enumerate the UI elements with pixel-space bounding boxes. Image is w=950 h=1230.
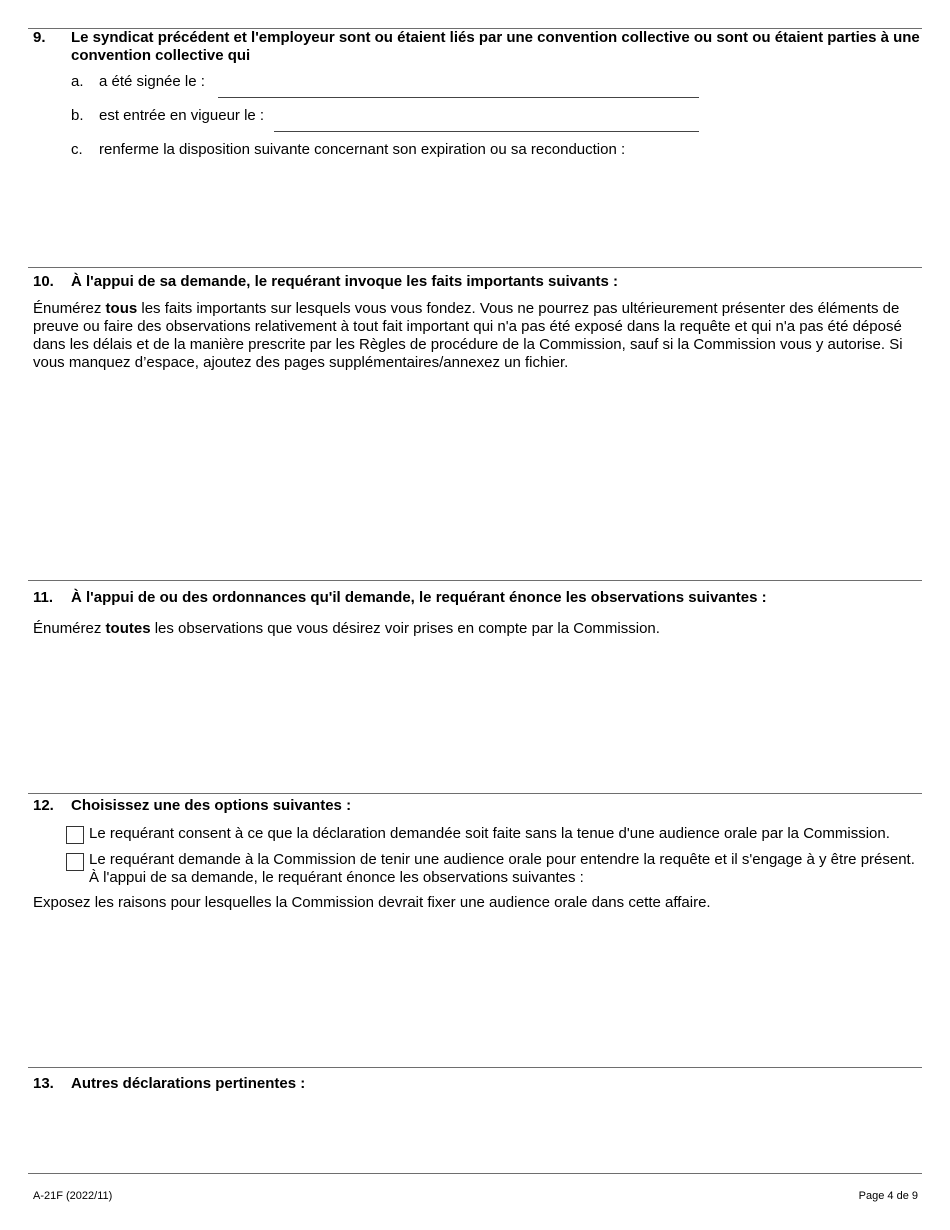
- section-12-number: 12.: [33, 797, 54, 814]
- section-10-number: 10.: [33, 273, 54, 290]
- section-10-instruction: Énumérez tous les faits importants sur lesquels vous vous fondez. Vous ne pourrez pas ultérieurement présenter des éléments de preuve ou faire des observations relativement à tout fait important qui n'a pas été exposé dans la requête et qui n'a pas été déposé dans les délais et de la manière prescrite par les Règles de procédure de la Commission, sauf si la Commission vous y autorise. Si vous manquez d’espace, ajoutez des pages supplémentaires/annexez un fichier.: [33, 300, 903, 371]
- emphasis-tous: tous: [105, 300, 138, 317]
- section-12-heading: Choisissez une des options suivantes :: [71, 797, 352, 814]
- effective-date-field[interactable]: [274, 131, 699, 132]
- section-11-number: 11.: [33, 589, 54, 606]
- section-divider: [28, 793, 922, 794]
- item-c-letter: c.: [71, 141, 83, 158]
- section-divider: [28, 267, 922, 268]
- section-12-instruction: Exposez les raisons pour lesquelles la Commission devrait fixer une audience orale dans cette affaire.: [33, 894, 711, 911]
- footer-divider: [28, 1173, 922, 1174]
- other-statements-field[interactable]: [33, 1097, 918, 1169]
- option-no-hearing-checkbox[interactable]: [66, 826, 84, 844]
- section-divider: [28, 580, 922, 581]
- section-13-heading: Autres déclarations pertinentes :: [71, 1075, 306, 1092]
- item-b-label: est entrée en vigueur le :: [99, 107, 265, 124]
- section-10-heading: À l'appui de sa demande, le requérant invoque les faits importants suivants :: [71, 273, 619, 290]
- important-facts-field[interactable]: [33, 378, 918, 576]
- section-11-instruction: Énumérez toutes les observations que vous désirez voir prises en compte par la Commission.: [33, 620, 660, 637]
- item-a-label: a été signée le :: [99, 73, 205, 90]
- submissions-field[interactable]: [33, 644, 918, 789]
- option-oral-hearing-checkbox[interactable]: [66, 853, 84, 871]
- item-b-letter: b.: [71, 107, 84, 124]
- option-no-hearing-label: Le requérant consent à ce que la déclaration demandée soit faite sans la tenue d'une audience orale par la Commission.: [89, 825, 890, 842]
- option-oral-hearing-label: Le requérant demande à la Commission de tenir une audience orale pour entendre la requête et il s'engage à y être présent. À l'appui de sa demande, le requérant énonce les observations suivantes :: [89, 851, 915, 886]
- item-a-letter: a.: [71, 73, 84, 90]
- item-c-label: renferme la disposition suivante concernant son expiration ou sa reconduction :: [99, 141, 626, 158]
- signed-date-field[interactable]: [218, 97, 699, 98]
- section-divider: [28, 1067, 922, 1068]
- page-number: Page 4 de 9: [858, 1190, 918, 1202]
- section-13-number: 13.: [33, 1075, 54, 1092]
- section-11-heading: À l'appui de ou des ordonnances qu'il demande, le requérant énonce les observations suivantes :: [71, 589, 767, 606]
- hearing-reasons-field[interactable]: [33, 916, 918, 1064]
- section-9-number: 9.: [33, 29, 46, 46]
- form-id: A-21F (2022/11): [33, 1190, 113, 1202]
- section-9-heading: Le syndicat précédent et l'employeur sont ou étaient liés par une convention collective ou sont ou étaient parties à une convention collective qui: [71, 29, 920, 64]
- emphasis-toutes: toutes: [105, 620, 151, 637]
- expiry-provision-field[interactable]: [33, 162, 918, 262]
